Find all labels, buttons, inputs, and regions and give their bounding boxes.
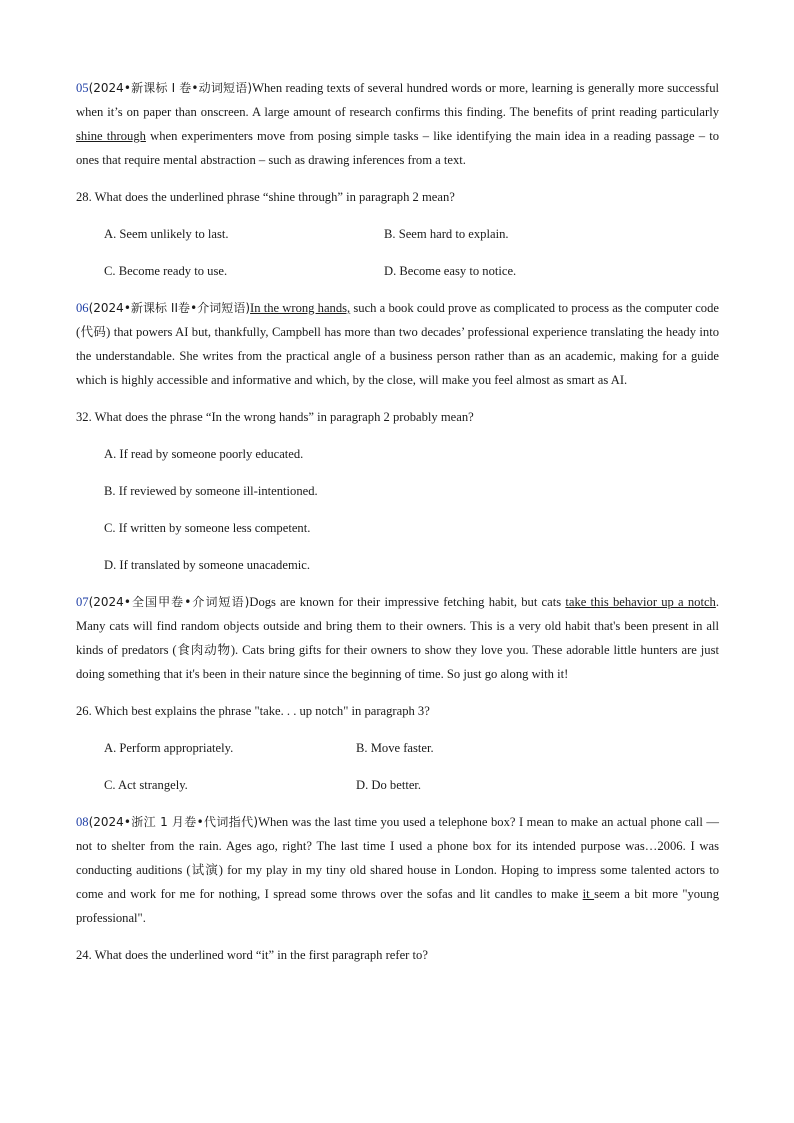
passage-text: When reading texts of several hundred words or more, learning is generally more successful when it’s on paper than onscreen. A large amount of research confirms this finding. The benefits of print reading particularly: [76, 81, 719, 119]
option-c[interactable]: C. If written by someone less competent.: [104, 521, 311, 535]
option-d[interactable]: D. If translated by someone unacademic.: [104, 558, 310, 572]
item-number: 08: [76, 815, 89, 829]
passage-06: [76, 296, 719, 392]
passage-text: When was the last time you used a telephone box? I mean to make an actual phone call — not to shelter from the rain. Ages ago, right? The last time I used a phone box for its intended purpose was…2006. I was conducting auditions (试演) for my play in my tiny old shared house in London. Hoping to impress some talented actors to come and work for me for nothing, I spread some throws over the sofas and lit candles to make: [76, 815, 719, 901]
passage-text: such a book could prove as complicated to process as the computer code (代码) that powers AI but, thankfully, Campbell has more than two decades’ professional experience translating the heady into the understandable. She writes from the practical angle of a business person rather than as an academic, making for a guide which is highly accessible and informative and which, by the close, will make you feel almost as smart as AI.: [76, 301, 719, 387]
item-source: (2024•新课标 I 卷•动词短语): [88, 81, 253, 95]
passage-text: seem a bit more "young professional".: [76, 887, 719, 925]
underlined-phrase: take this behavior up a notch: [565, 595, 716, 609]
passage-08: [76, 810, 719, 930]
passage-text: . Many cats will find random objects outside and bring them to their owners. This is a very old habit that's been present in all kinds of predators (食肉动物). Cats bring gifts for their owners to show they love you. These adorable little hunters are just doing something that it's been in their nature since the beginning of time. So just go along with it!: [76, 595, 719, 681]
passage-07: [76, 590, 719, 686]
passage-text: Dogs are known for their impressive fetching habit, but cats: [249, 595, 566, 609]
question-32: 32. What does the phrase “In the wrong hands” in paragraph 2 probably mean?: [76, 410, 474, 424]
passage-05: [76, 76, 719, 172]
question-26: 26. Which best explains the phrase "take. . . up notch" in paragraph 3?: [76, 704, 430, 718]
question-28: 28. What does the underlined phrase “shine through” in paragraph 2 mean?: [76, 190, 455, 204]
options-32: [76, 442, 719, 577]
options-28: [104, 222, 719, 283]
option-d[interactable]: D. Become easy to notice.: [384, 264, 517, 278]
option-a[interactable]: A. Perform appropriately.: [104, 741, 234, 755]
item-source: (2024•全国甲卷•介词短语): [88, 595, 250, 609]
option-b[interactable]: B. If reviewed by someone ill-intentioned.: [104, 484, 318, 498]
item-number: 07: [76, 595, 89, 609]
underlined-phrase: In the wrong hands,: [250, 301, 351, 315]
item-source: (2024•浙江 1 月卷•代词指代): [88, 815, 259, 829]
option-c[interactable]: C. Act strangely.: [104, 778, 188, 792]
option-b[interactable]: B. Move faster.: [356, 741, 434, 755]
option-a[interactable]: A. Seem unlikely to last.: [104, 227, 229, 241]
item-source: (2024•新课标 II卷•介词短语): [88, 301, 251, 315]
underlined-word: it: [582, 887, 595, 901]
document-page: [76, 76, 719, 980]
item-number: 05: [76, 81, 89, 95]
underlined-phrase: shine through: [76, 129, 146, 143]
options-26: [104, 736, 719, 797]
question-24: 24. What does the underlined word “it” in the first paragraph refer to?: [76, 948, 428, 962]
option-d[interactable]: D. Do better.: [356, 778, 422, 792]
option-b[interactable]: B. Seem hard to explain.: [384, 227, 509, 241]
passage-text: when experimenters move from posing simple tasks – like identifying the main idea in a reading passage – to ones that require mental abstraction – such as drawing inferences from a text.: [76, 129, 719, 167]
option-c[interactable]: C. Become ready to use.: [104, 264, 228, 278]
item-number: 06: [76, 301, 89, 315]
option-a[interactable]: A. If read by someone poorly educated.: [104, 447, 304, 461]
